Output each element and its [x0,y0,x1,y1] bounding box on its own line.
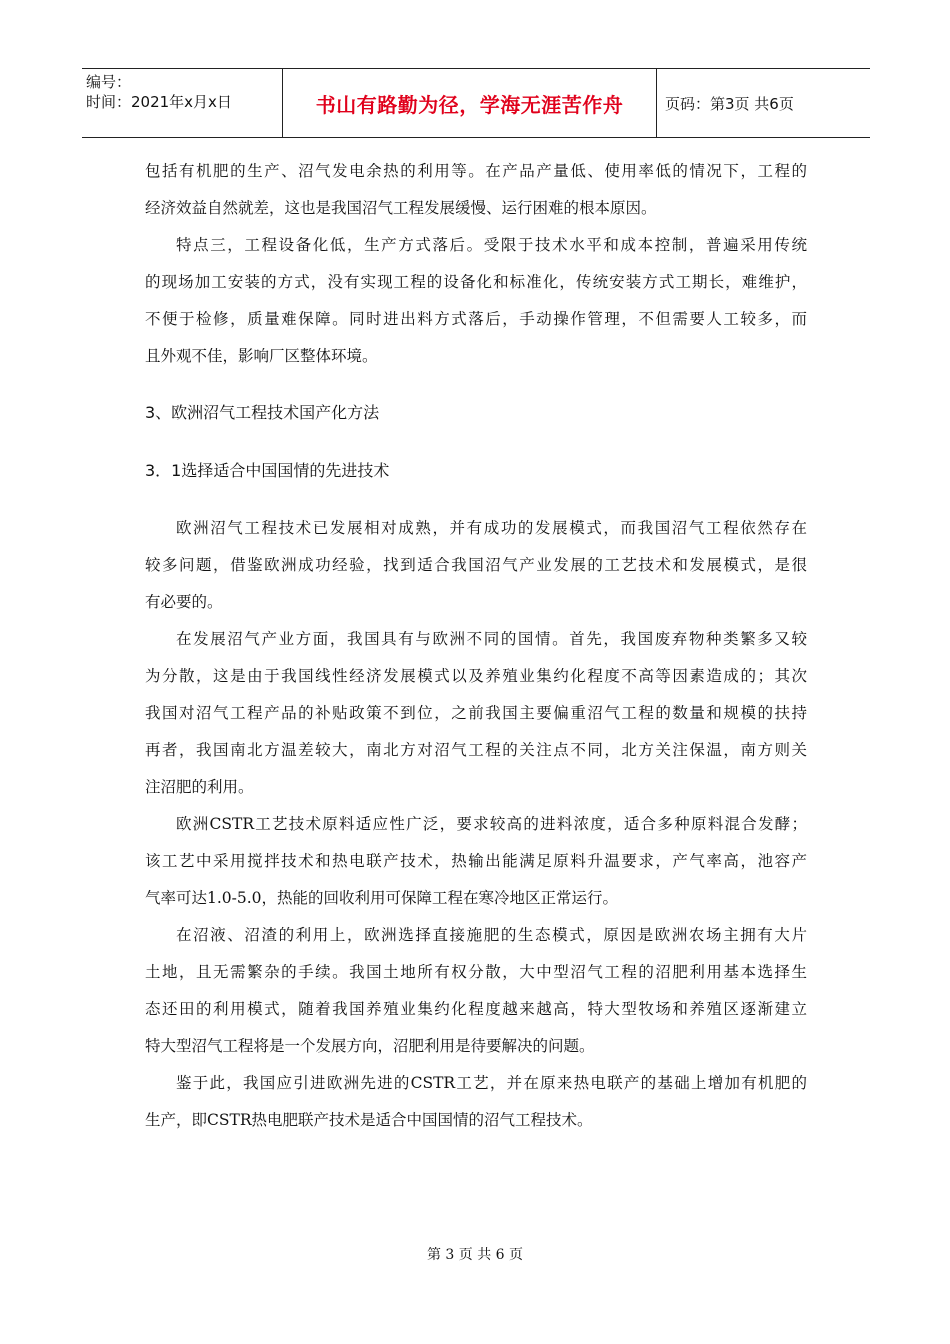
section-heading: 3、欧洲沼气工程技术国产化方法 [145,403,380,422]
paragraph-line: 不便于检修，质量难保障。同时进出料方式落后，手动操作管理，不但需要人工较多，而 [145,310,807,328]
paragraph-line: 土地，且无需繁杂的手续。我国土地所有权分散，大中型沼气工程的沼肥利用基本选择生 [145,963,807,981]
header-meta [82,69,282,137]
time-label: 时间：2021年x月x日 [86,93,232,111]
page-info: 页码：第3页 共6页 [665,94,794,113]
paragraph-line: 再者，我国南北方温差较大，南北方对沼气工程的关注点不同，北方关注保温，南方则关 [145,741,807,759]
paragraph-line: 在发展沼气产业方面，我国具有与欧洲不同的国情。首先，我国废弃物种类繁多又较 [176,630,807,648]
paragraph-line: 经济效益自然就差，这也是我国沼气工程发展缓慢、运行困难的根本原因。 [145,199,657,217]
motto: 书山有路勤为径，学海无涯苦作舟 [282,69,657,137]
paragraph-line: 为分散，这是由于我国线性经济发展模式以及养殖业集约化程度不高等因素造成的；其次 [145,667,807,685]
paragraph-line: 有必要的。 [145,593,223,611]
paragraph-line: 欧洲沼气工程技术已发展相对成熟，并有成功的发展模式，而我国沼气工程依然存在 [176,519,807,537]
paragraph-line: 气率可达1.0-5.0，热能的回收利用可保障工程在寒冷地区正常运行。 [145,889,619,907]
paragraph-line: 较多问题，借鉴欧洲成功经验，找到适合我国沼气产业发展的工艺技术和发展模式，是很 [145,556,807,574]
paragraph-line: 特大型沼气工程将是一个发展方向，沼肥利用是待要解决的问题。 [145,1037,595,1055]
page-footer: 第 3 页 共 6 页 [426,1247,524,1263]
paragraph-line: 且外观不佳，影响厂区整体环境。 [145,347,378,365]
paragraph-line: 生产，即CSTR热电肥联产技术是适合中国国情的沼气工程技术。 [145,1111,593,1129]
paragraph-line: 注沼肥的利用。 [145,778,254,796]
page-header [82,68,870,138]
paragraph-line: 的现场加工安装的方式，没有实现工程的设备化和标准化，传统安装方式工期长，难维护， [145,273,807,291]
paragraph-line: 在沼液、沼渣的利用上，欧洲选择直接施肥的生态模式，原因是欧洲农场主拥有大片 [176,926,807,944]
paragraph-line: 鉴于此，我国应引进欧洲先进的CSTR工艺，并在原来热电联产的基础上增加有机肥的 [176,1074,807,1092]
paragraph-line: 我国对沼气工程产品的补贴政策不到位，之前我国主要偏重沼气工程的数量和规模的扶持 [145,704,807,722]
paragraph-line: 特点三，工程设备化低，生产方式落后。受限于技术水平和成本控制，普遍采用传统 [176,236,807,254]
subsection-heading: 3．1选择适合中国国情的先进技术 [145,461,390,480]
paragraph-line: 包括有机肥的生产、沼气发电余热的利用等。在产品产量低、使用率低的情况下，工程的 [145,162,807,180]
serial-label: 编号： [86,73,132,91]
paragraph-line: 态还田的利用模式，随着我国养殖业集约化程度越来越高，特大型牧场和养殖区逐渐建立 [145,1000,807,1018]
paragraph-line: 欧洲CSTR工艺技术原料适应性广泛，要求较高的进料浓度，适合多种原料混合发酵； [176,815,807,833]
paragraph-line: 该工艺中采用搅拌技术和热电联产技术，热输出能满足原料升温要求，产气率高，池容产 [145,852,807,870]
